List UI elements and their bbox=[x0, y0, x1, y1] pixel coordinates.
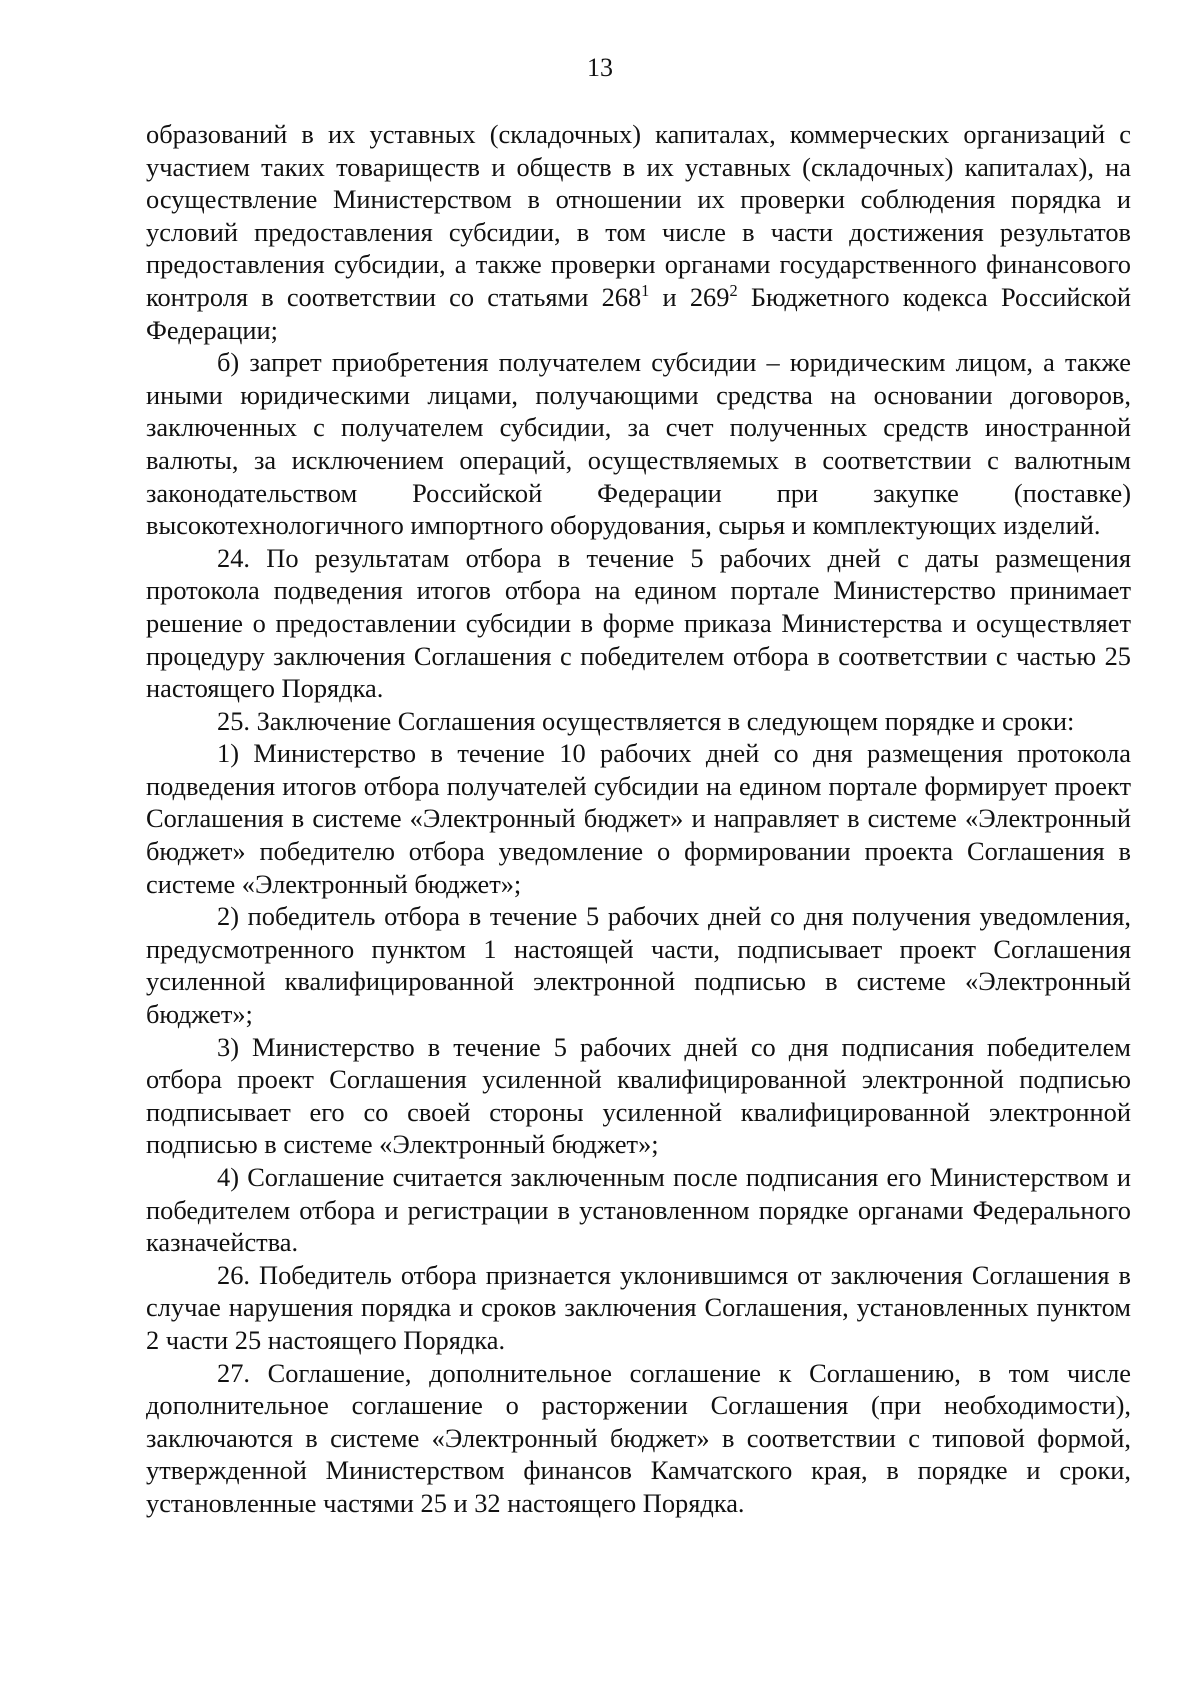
paragraph-25-item-2: 2) победитель отбора в течение 5 рабочих дней со дня получения уведомления, предусмотренного пунктом 1 настоящей части, подписывает проект Соглашения усиленной квалифицированной электронной подписью в системе «Электронный бюджет»; bbox=[146, 901, 1131, 1030]
paragraph-24: 24. По результатам отбора в течение 5 рабочих дней с даты размещения протокола подведения итогов отбора на едином портале Министерство принимает решение о предоставлении субсидии в форме приказа Министерства и осуществляет процедуру заключения Соглашения с победителем отбора в соответствии с частью 25 настоящего Порядка. bbox=[146, 542, 1131, 704]
superscript: 2 bbox=[729, 281, 738, 301]
paragraph-25-item-1: 1) Министерство в течение 10 рабочих дней со дня размещения протокола подведения итогов отбора получателей субсидии на едином портале формирует проект Соглашения в системе «Электронный бюджет» и направляет в системе «Электронный бюджет» победителю отбора уведомление о формировании проекта Соглашения в системе «Электронный бюджет»; bbox=[146, 738, 1131, 899]
paragraph-text: Бюджетного кодекса Российской Федерации; bbox=[146, 281, 1132, 345]
paragraph-b: б) запрет приобретения получателем субсидии – юридическим лицом, а также иными юридическими лицами, получающими средства на основании договоров, заключенных с получателем субсидии, за счет полученных средств иностранной валюты, за исключением операций, осуществляемых в соответствии с валютным законодательством Российской Федерации при закупке (поставке) высокотехнологичного импортного оборудования, сырья и комплектующих изделий. bbox=[146, 347, 1131, 541]
paragraph-text: образований в их уставных (складочных) капиталах, коммерческих организаций с участием таких товариществ и обществ в их уставных (складочных) капиталах), на осуществление Министерством в отношении их проверки соблюдения порядка и условий предоставления субсидии, в том числе в части достижения результатов предоставления субсидии, а также проверки органами государственного финансового контроля в соответствии со статьями 268 bbox=[146, 119, 1131, 312]
paragraph-text: и 269 bbox=[649, 281, 730, 312]
superscript: 1 bbox=[641, 281, 650, 301]
page-number: 13 bbox=[587, 53, 613, 82]
paragraph-25-item-4: 4) Соглашение считается заключенным после подписания его Министерством и победителем отбора и регистрации в установленном порядке органами Федерального казначейства. bbox=[146, 1162, 1131, 1258]
paragraph-continuation bbox=[146, 118, 1131, 346]
document-body bbox=[146, 118, 1131, 1520]
paragraph-26: 26. Победитель отбора признается уклонившимся от заключения Соглашения в случае нарушения порядка и сроков заключения Соглашения, установленных пунктом 2 части 25 настоящего Порядка. bbox=[146, 1259, 1131, 1355]
paragraph-25: 25. Заключение Соглашения осуществляется в следующем порядке и сроки: bbox=[217, 705, 1075, 736]
paragraph-27: 27. Соглашение, дополнительное соглашение к Соглашению, в том числе дополнительное соглашение о расторжении Соглашения (при необходимости), заключаются в системе «Электронный бюджет» в соответствии с типовой формой, утвержденной Министерством финансов Камчатского края, в порядке и сроки, установленные частями 25 и 32 настоящего Порядка. bbox=[146, 1357, 1131, 1518]
paragraph-25-item-3: 3) Министерство в течение 5 рабочих дней со дня подписания победителем отбора проект Соглашения усиленной квалифицированной электронной подписью подписывает его со своей стороны усиленной квалифицированной электронной подписью в системе «Электронный бюджет»; bbox=[146, 1031, 1131, 1160]
